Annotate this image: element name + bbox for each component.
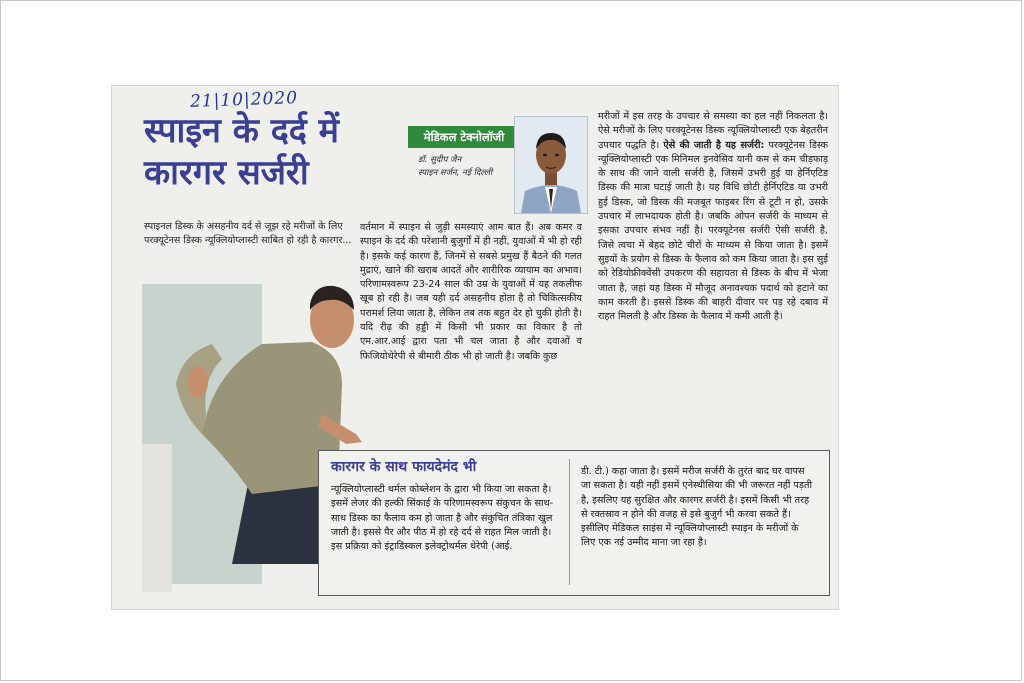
box-divider <box>569 459 570 585</box>
middle-column-text: वर्तमान में स्पाइन से जुड़ी समस्याएं आम बात हैं। अब कमर व स्पाइन के दर्द की परेशानी बुजुर्गों में ही नहीं, युवाओं में भी हो रही है। इसके कई कारण हैं, जिनमें से सबसे प्रमुख हैं बैठने की गलत मुद्राएं, खाने की खराब आदतें और शारीरिक व्यायाम का अभाव। परिणामस्वरूप 23-24 साल की उम्र के युवाओं में यह तकलीफ खूब हो रही है। जब यही दर्द असहनीय होता है तो चिकित्सकीय परामर्श लिया जाता है, लेकिन तब तक बहुत देर हो चुकी होती है। यदि रीढ़ की हड्डी में किसी भी प्रकार का विकार है तो एम.आर.आई द्वारा पता भी चल जाता है और दवाओं व फिजियोथेरेपी से बीमारी ठीक भी हो जाती है। जबकि कुछ <box>360 222 582 362</box>
right-column <box>598 110 828 324</box>
box-left-text: न्यूक्लियोप्लास्टी थर्मल कोब्लेशन के द्वारा भी किया जा सकता है। इसमें लेजर की हल्की सिंकाई के परिणामस्वरूप संकुचन के साथ-साथ डिस्क का फैलाव कम हो जाता है और संकुचित तंत्रिका खुल जाती है। इससे पैर और पीठ में हो रहे दर्द से राहत मिल जाती है। इस प्रक्रिया को इंट्राडिस्कल इलेक्ट्रोथर्मल थेरेपी (आई. <box>331 484 554 553</box>
byline <box>418 154 528 180</box>
intro-text: स्पाइनल डिस्क के असहनीय दर्द से जूझ रहे मरीजों के लिए परक्यूटेनस डिस्क न्यूक्लियोप्लास्टी साबित हो रही है कारगर... <box>144 221 352 246</box>
article-headline: स्पाइन के दर्द में कारगर सर्जरी <box>144 111 339 193</box>
newspaper-clipping <box>112 86 838 609</box>
box-title: कारगर के साथ फायदेमंद भी <box>331 459 477 475</box>
author-name: डॉ. सुदीप जैन <box>418 155 462 165</box>
box-right-text: डी. टी.) कहा जाता है। इसमें मरीज सर्जरी के तुरंत बाद घर वापस जा सकता है। यही नहीं इसमें एनेस्थीसिया की भी जरूरत नहीं पड़ती है, इसलिए यह सुरक्षित और कारगर सर्जरी है। इसमें किसी भी तरह से रक्तस्राव न होने की वजह से इसे बुजुर्ग भी करवा सकते हैं। इसीलिए मेडिकल साइंस में न्यूक्लियोप्लास्टी स्पाइन के मरीजों के लिए एक नई उम्मीद माना जा रहा है। <box>581 466 812 549</box>
sidebar-box <box>318 450 830 596</box>
author-photo <box>514 116 588 214</box>
section-tag: मेडिकल टेक्नोलॉजी <box>408 126 520 148</box>
author-title: स्पाइन सर्जन, नई दिल्ली <box>418 168 493 178</box>
right-column-text-2: परक्यूटेनस डिस्क न्यूक्लियोप्लास्टी एक मिनिमल इनवेसिव यानी कम से कम चीड़फाड़ के साथ की जाने वाली सर्जरी है, जिसमें उभरी हुई या हेर्निएटिड डिस्क की मात्रा घटाई जाती है। यह विधि छोटी हेर्निएटिड या उभरी हुई डिस्क, जो डिस्क की मजबूत फाइबर रिंग से टूटी न हो, उसके उपचार में लाभदायक होती है। जबकि ओपन सर्जरी के माध्यम से इसका उपचार संभव नहीं है। परक्यूटेनस सर्जरी ऐसी सर्जरी है, जिसे त्वचा में बेहद छोटे चीरों के माध्यम से किया जाता है। इसमें सुइयों के प्रयोग से डिस्क के फैलाव को कम किया जाता है। इस सुई को रेडियोफ्रीक्वेंसी उपकरण की सहायता से डिस्क के बीच में भेजा जाता है, जहां यह डिस्क में मौजूद अनावश्यक पदार्थ को हटाने का काम करती है। इससे डिस्क की बाहरी दीवार पर पड़ रहे दबाव में राहत मिलती है और डिस्क के फैलाव में कमी आती है। <box>598 139 828 323</box>
handwritten-date: 21|10|2020 <box>189 88 299 112</box>
right-column-text: मरीजों में इस तरह के उपचार से समस्या का हल नहीं निकलता है। ऐसे मरीजों के लिए परक्यूटेनस डिस्क न्यूक्लियोप्लास्टी एक बेहतरीन उपचार पद्धति है। <box>598 111 828 151</box>
subheading-how-surgery: ऐसे की जाती है यह सर्जरी: <box>663 139 765 151</box>
